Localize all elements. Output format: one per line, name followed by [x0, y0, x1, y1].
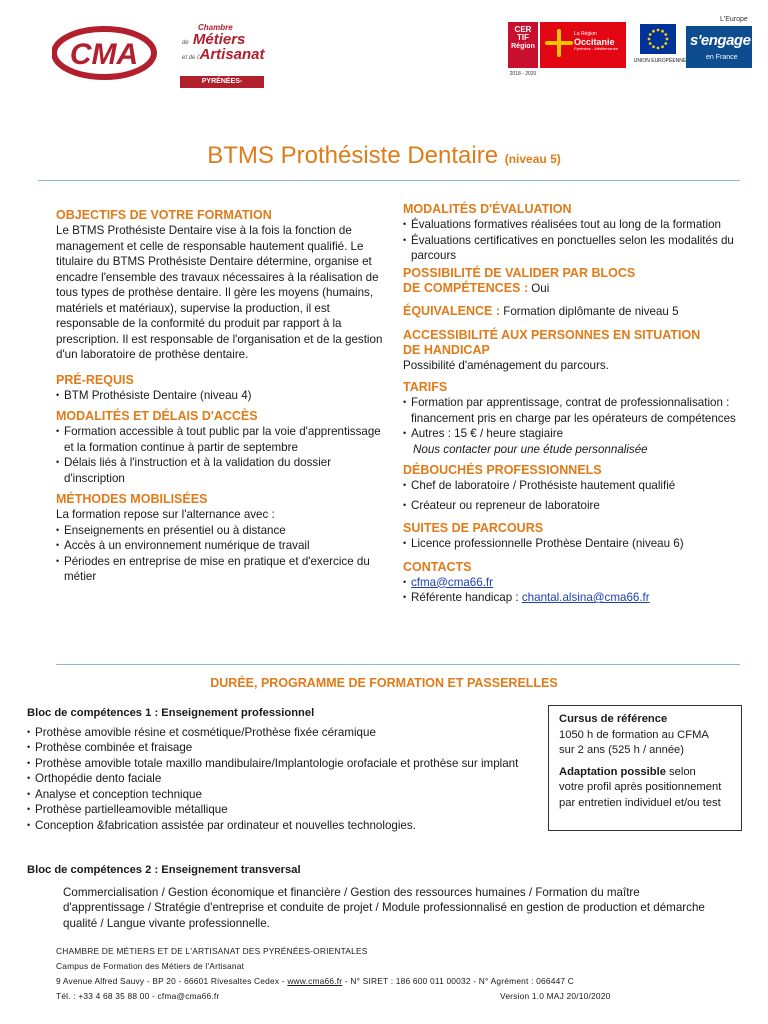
version-label: Version 1.0 MAJ 20/10/2020	[500, 991, 611, 1001]
section-heading: PRÉ-REQUIS	[56, 372, 134, 387]
section-heading: DE HANDICAP	[403, 342, 490, 357]
cursus-line: 1050 h de formation au CFMA	[559, 728, 709, 741]
list-item: • Évaluations formatives réalisées tout au long de la formation	[403, 217, 748, 233]
handicap-email-link[interactable]: chantal.alsina@cma66.fr	[521, 591, 650, 604]
certif-region-logo: CER TIF Région 2018 - 2020	[508, 22, 538, 68]
europe-en-france-logo: L'Europe s'engage en France	[686, 16, 752, 68]
section-heading: MODALITÉS ET DÉLAIS D'ACCÈS	[56, 409, 258, 423]
eu-star-icon	[648, 38, 651, 41]
cma-line2: de Métiers	[182, 31, 246, 48]
list-item: • Licence professionnelle Prothèse Dentaire (niveau 6)	[403, 536, 748, 552]
section-heading: ACCESSIBILITÉ AUX PERSONNES EN SITUATION	[403, 327, 701, 342]
section-heading: DE COMPÉTENCES :	[403, 280, 529, 295]
list-item: • Prothèse amovible résine et cosmétique/Prothèse fixée céramique	[27, 725, 547, 741]
footer	[56, 944, 676, 1004]
section-evaluation	[403, 202, 748, 264]
list-item: • Chef de laboratoire / Prothésiste hautement qualifié	[403, 478, 748, 494]
bloc-competences-1	[27, 706, 547, 833]
section-heading: POSSIBILITÉ DE VALIDER PAR BLOCS	[403, 265, 636, 280]
section-contacts	[403, 560, 748, 606]
section-blocs	[403, 266, 748, 297]
cma-line1: Chambre	[198, 23, 233, 32]
footer-line2: Campus de Formation des Métiers de l'Artisanat	[56, 961, 245, 971]
eu-star-icon	[649, 33, 652, 36]
section-debouches	[403, 463, 748, 513]
list-item: • Périodes en entreprise de mise en pratique et d'exercice du métier	[56, 554, 386, 585]
footer-line4: Tél. : +33 4 68 35 88 00 - cfma@cma66.fr Version 1.0 MAJ 20/10/2020	[56, 989, 676, 1004]
cma-logo-mark	[52, 24, 162, 80]
eu-star-icon	[657, 47, 660, 50]
section-tarifs	[403, 380, 748, 457]
right-column	[403, 202, 748, 612]
adaptation-heading: Adaptation possible	[559, 765, 666, 778]
eu-star-icon	[649, 42, 652, 45]
section-methodes	[56, 492, 386, 585]
footer-line3: 9 Avenue Alfred Sauvy - BP 20 - 66601 Rivesaltes Cedex - www.cma66.fr - N° SIRET : 186 600 011 00032 - N° Agrément : 066447 C	[56, 976, 575, 986]
list-item: • Orthopédie dento faciale	[27, 771, 547, 787]
section-modalites-acces	[56, 409, 386, 486]
section-suites	[403, 521, 748, 552]
list-item	[403, 575, 748, 591]
eu-star-icon	[664, 42, 667, 45]
occitan-cross-icon	[544, 28, 574, 58]
divider	[56, 664, 740, 665]
section-heading: MÉTHODES MOBILISÉES	[56, 492, 208, 506]
section-heading: MODALITÉS D'ÉVALUATION	[403, 202, 572, 216]
programme-heading: DURÉE, PROGRAMME DE FORMATION ET PASSERELLES	[210, 676, 558, 690]
list-item: • Enseignements en présentiel ou à distance	[56, 523, 386, 539]
list-item: • Autres : 15 € / heure stagiaire	[403, 426, 748, 442]
tarifs-note: Nous contacter pour une étude personnalisée	[413, 442, 648, 456]
eu-star-icon	[652, 45, 655, 48]
cursus-line: sur 2 ans (525 h / année)	[559, 744, 685, 756]
eu-flag-icon	[640, 24, 676, 54]
section-handicap	[403, 328, 748, 374]
list-item: • Évaluations certificatives en ponctuelles selon les modalités du parcours	[403, 233, 748, 264]
section-heading: ÉQUIVALENCE :	[403, 304, 500, 318]
section-heading: TARIFS	[403, 380, 448, 394]
eu-star-icon	[657, 29, 660, 32]
list-item: • Accès à un environnement numérique de travail	[56, 538, 386, 554]
eu-star-icon	[661, 30, 664, 33]
section-prerequis	[56, 373, 386, 404]
list-item: • Conception &fabrication assistée par ordinateur et nouvelles technologies.	[27, 818, 547, 834]
list-item: • Prothèse amovible totale maxillo mandibulaire/Implantologie orofaciale et prothèse sur implant	[27, 756, 547, 772]
section-heading: OBJECTIFS DE VOTRE FORMATION	[56, 208, 272, 222]
list-item: • BTM Prothésiste Dentaire (niveau 4)	[56, 388, 386, 404]
list-item: • Référente handicap : chantal.alsina@cma66.fr	[403, 590, 748, 606]
cma-line3: et de l'Artisanat	[182, 46, 265, 63]
divider	[38, 180, 740, 181]
section-heading: DÉBOUCHÉS PROFESSIONNELS	[403, 463, 602, 477]
methodes-intro: La formation repose sur l'alternance avec :	[56, 508, 275, 521]
eu-star-icon	[666, 38, 669, 41]
handicap-text: Possibilité d'aménagement du parcours.	[403, 358, 609, 372]
blocs-value: Oui	[531, 281, 550, 295]
equivalence-value: Formation diplômante de niveau 5	[503, 305, 679, 318]
footer-line1: CHAMBRE DE MÉTIERS ET DE L'ARTISANAT DES PYRÉNÉES-ORIENTALES	[56, 946, 368, 956]
cursus-heading: Cursus de référence	[559, 713, 668, 725]
list-item: • Créateur ou repreneur de laboratoire	[403, 498, 748, 514]
eu-star-icon	[664, 33, 667, 36]
website-link[interactable]: www.cma66.fr	[287, 976, 343, 986]
occitanie-logo: La Région Occitanie Pyrénées - Méditerranée	[540, 22, 626, 68]
list-item: • Prothèse partielleamovible métallique	[27, 802, 547, 818]
bloc-heading: Bloc de compétences 1 : Enseignement professionnel	[27, 707, 315, 719]
list-item: • Formation par apprentissage, contrat de professionnalisation : financement pris en charge par les opérateurs de compétences	[403, 395, 748, 426]
cma-logo-letters: CMA	[69, 38, 139, 71]
page-title: BTMS Prothésiste Dentaire (niveau 5)	[207, 142, 561, 169]
list-item: • Formation accessible à tout public par la voie d'apprentissage et la formation continue à partir de septembre	[56, 424, 386, 455]
cursus-line: votre profil après positionnement	[559, 781, 722, 793]
list-item: • Analyse et conception technique	[27, 787, 547, 803]
section-objectifs	[56, 208, 386, 363]
cursus-line: par entretien individuel et/ou test	[559, 796, 721, 809]
eu-star-icon	[652, 30, 655, 33]
bloc2-text: Commercialisation / Gestion économique et financière / Gestion des ressources humaines / Formation du maître d'apprentissage / Stratégie d'entreprise et conduite de projet / Module professionnalisé en gestion de production et démarche qualité / Langue vivante professionnelle.	[63, 885, 705, 930]
objectifs-text: Le BTMS Prothésiste Dentaire vise à la fois la fonction de management et celle de responsable hautement qualifié. Le titulaire du BTMS Prothésiste Dentaire détermine, organise et encadre l'ensemble des travaux nécessaires à la réalisation de tous types de prothèse dentaire. Il gère les moyens (humains, matériels et matériaux), supervise la production, il est responsable de la conformité du produit par rapport à la prescription. Il est responsable de l'organisation et de la gestion d'un laboratoire de prothèse dentaire.	[56, 224, 383, 361]
eu-star-icon	[661, 45, 664, 48]
contact-email-link[interactable]: cfma@cma66.fr	[411, 575, 493, 589]
eu-logo: UNION EUROPÉENNE	[632, 22, 684, 68]
bloc-competences-2	[27, 863, 717, 931]
list-item: • Prothèse combinée et fraisage	[27, 740, 547, 756]
section-equivalence	[403, 304, 748, 320]
cma-badge: PYRÉNÉES-ORIENTALES	[180, 76, 264, 88]
bloc-heading: Bloc de compétences 2 : Enseignement transversal	[27, 864, 301, 876]
cursus-box: Cursus de référence 1050 h de formation au CFMA sur 2 ans (525 h / année) Adaptation possible selon votre profil après positionnement par entretien individuel et/ou test	[548, 705, 742, 831]
title-level: (niveau 5)	[504, 152, 561, 166]
cma-logo-text	[166, 24, 276, 62]
cma-logo	[52, 20, 272, 97]
left-column	[56, 208, 386, 591]
section-heading: CONTACTS	[403, 559, 472, 574]
list-item: • Délais liés à l'instruction et à la validation du dossier d'inscription	[56, 455, 386, 486]
section-heading: SUITES DE PARCOURS	[403, 521, 544, 535]
